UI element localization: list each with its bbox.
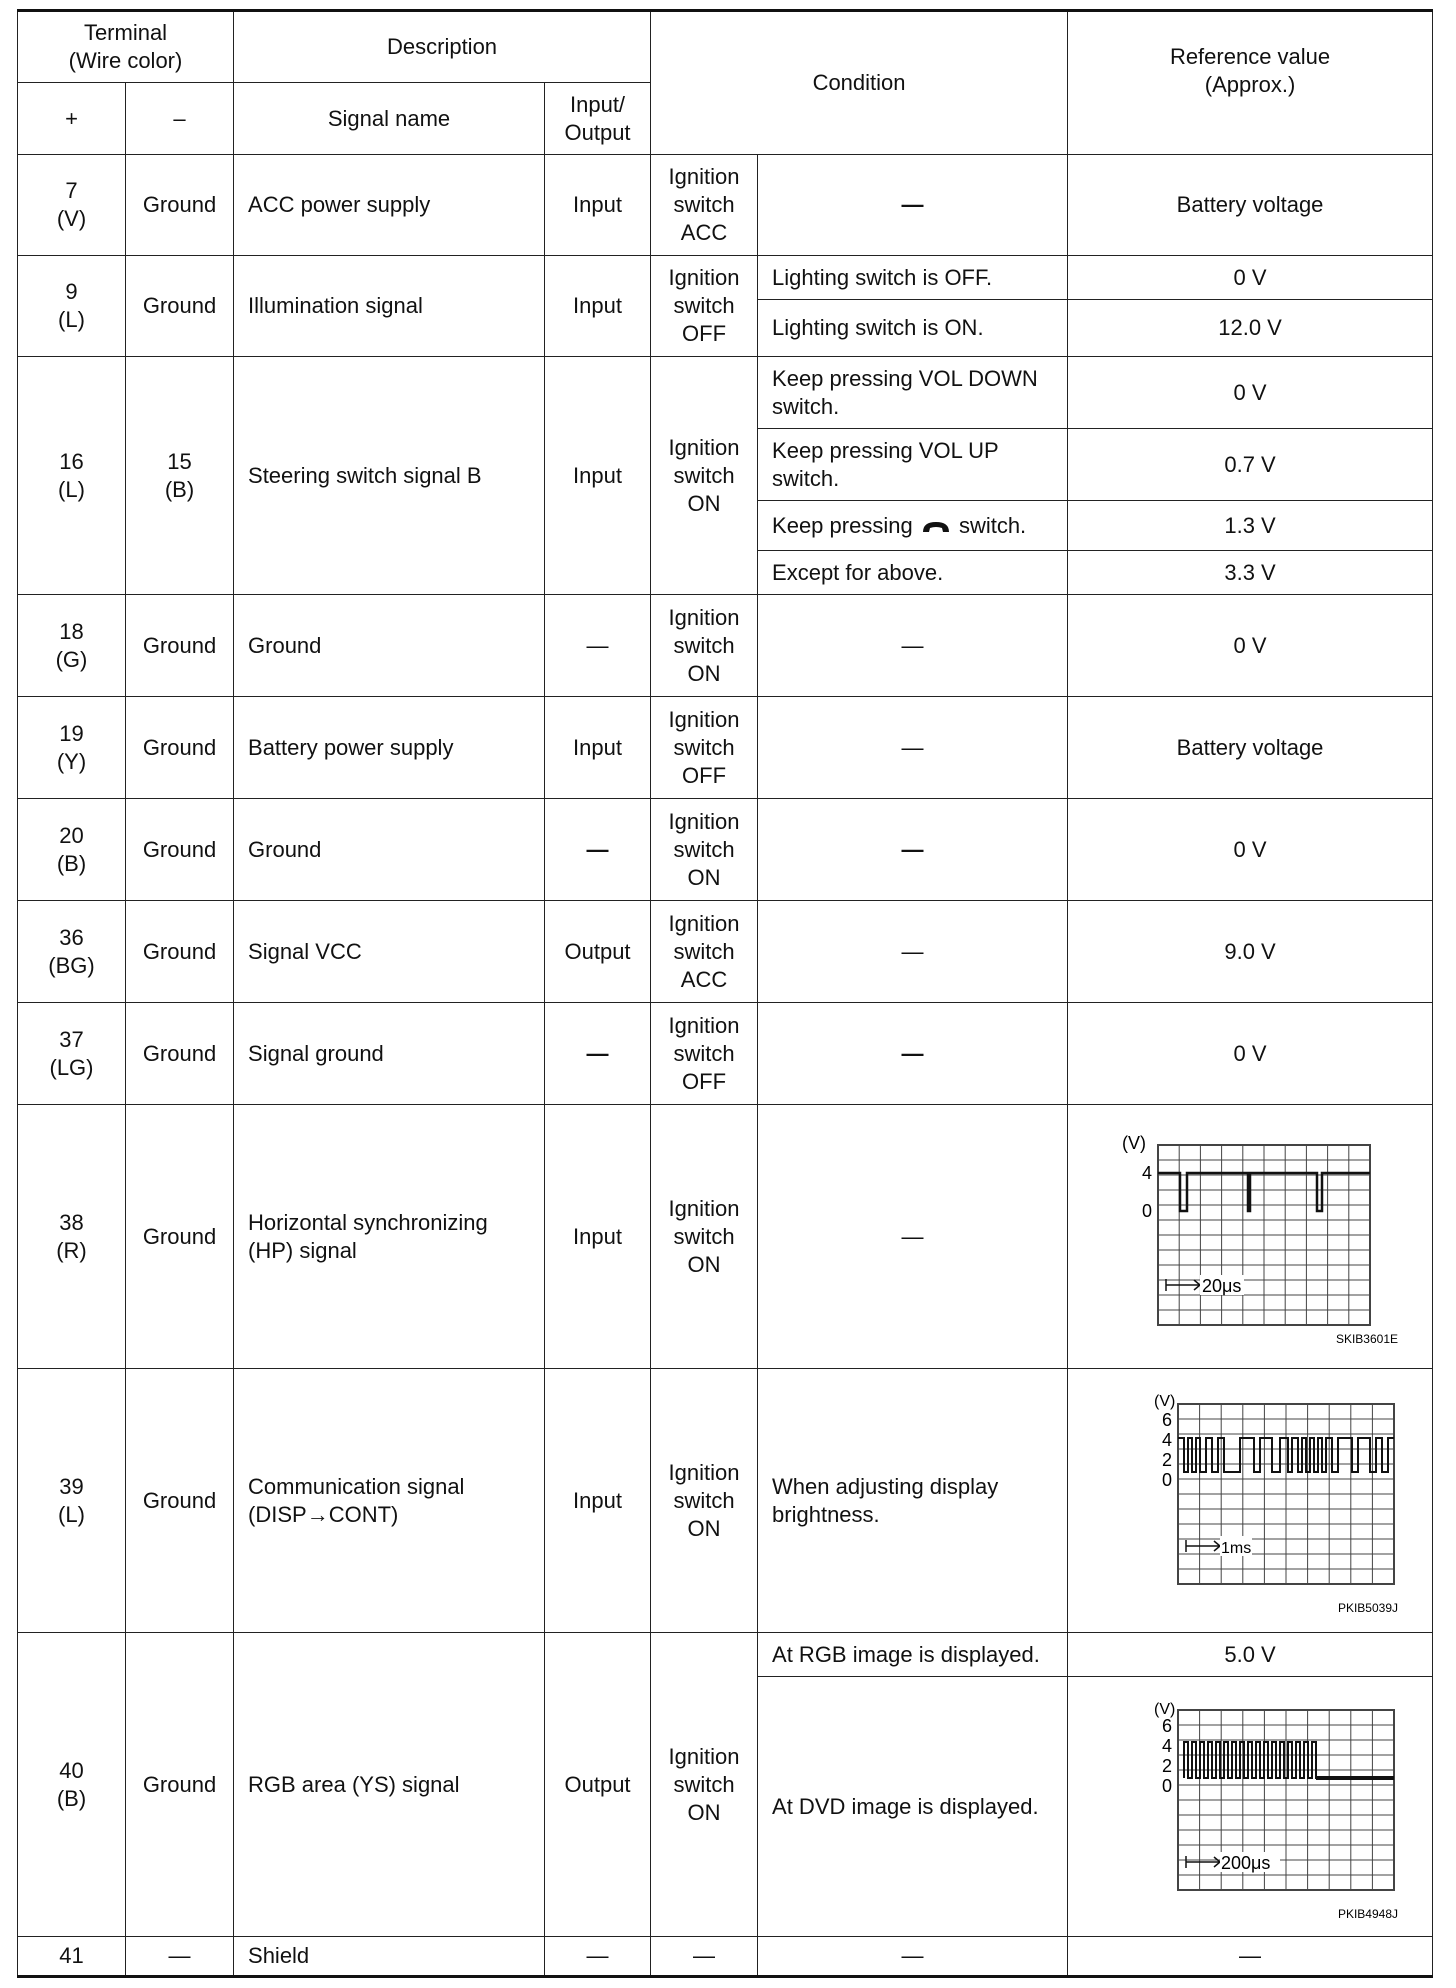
y-tick-0: 0 (1142, 1200, 1153, 1221)
y-tick-4: 4 (1162, 1735, 1173, 1756)
table-row: 38 (R) Ground Horizontal synchronizing (HP) signal Input Ignition switch ON — (V) 4 0 20μs SKIB3601E (18, 1105, 1433, 1369)
y-tick-0: 0 (1162, 1775, 1173, 1796)
phone-handset-icon (921, 520, 951, 534)
y-tick-2: 2 (1162, 1449, 1173, 1470)
svg-text:20μs: 20μs (1202, 1275, 1242, 1296)
rgb-area-signal-waveform (1100, 1692, 1400, 1922)
waveform-cell-39 (1068, 1369, 1433, 1633)
y-unit-label: (V) (1154, 1392, 1176, 1410)
y-tick-4: 4 (1162, 1429, 1173, 1450)
grid (1178, 1404, 1394, 1584)
table-row: 19 (Y) Ground Battery power supply Input Ignition switch OFF — Battery voltage (18, 697, 1433, 799)
io-header: Input/ Output (545, 83, 651, 155)
grid (1178, 1710, 1394, 1890)
table-row: 41 — Shield — — — — (18, 1937, 1433, 1977)
waveform-cell-38 (1068, 1105, 1433, 1369)
y-tick-6: 6 (1162, 1409, 1173, 1430)
table-row: 40 (B) Ground RGB area (YS) signal Output Ignition switch ON At RGB image is displayed. 5.0 V (18, 1633, 1433, 1677)
minus-header: – (126, 83, 234, 155)
table-row: 16 (L) 15 (B) Steering switch signal B Input Ignition switch ON Keep pressing VOL DOWN switch. 0 V (18, 357, 1433, 429)
svg-text:200μs: 200μs (1221, 1852, 1271, 1873)
y-tick-6: 6 (1162, 1715, 1173, 1736)
table-row: 20 (B) Ground Ground — Ignition switch ON — 0 V (18, 799, 1433, 901)
signal-name-header: Signal name (234, 83, 545, 155)
waveform-cell-40 (1068, 1677, 1433, 1937)
y-tick-2: 2 (1162, 1755, 1173, 1776)
description-header: Description (234, 11, 651, 83)
plus-header: + (18, 83, 126, 155)
table-row: 18 (G) Ground Ground — Ignition switch ON — 0 V (18, 595, 1433, 697)
reference-header: Reference value (Approx.) (1068, 11, 1433, 155)
table-row: 36 (BG) Ground Signal VCC Output Ignition switch ACC — 9.0 V (18, 901, 1433, 1003)
condition-header: Condition (651, 11, 1068, 155)
figure-id: PKIB5039J (1338, 1600, 1399, 1615)
y-unit-label: (V) (1122, 1132, 1147, 1153)
figure-id: SKIB3601E (1336, 1331, 1399, 1346)
hp-signal-waveform (1100, 1127, 1400, 1347)
table-row: 37 (LG) Ground Signal ground — Ignition switch OFF — 0 V (18, 1003, 1433, 1105)
y-unit-label: (V) (1154, 1700, 1176, 1718)
y-tick-4: 4 (1142, 1162, 1153, 1183)
rgb-area-signal-trace (1184, 1742, 1394, 1778)
table-row: 39 (L) Ground Communication signal (DISP→CONT) Input Ignition switch ON When adjusting display brightness. (V) 6 4 2 0 1ms PKIB5039J (18, 1369, 1433, 1633)
figure-id: PKIB4948J (1338, 1906, 1399, 1921)
table-row: 9 (L) Ground Illumination signal Input Ignition switch OFF Lighting switch is OFF. 0 V (18, 256, 1433, 300)
terminal-reference-table: Terminal (Wire color) Description Condition Reference value (Approx.) + – Signal name Input/ Output 7 (V) Ground ACC power supply Input Ignition switch ACC — Battery voltage 9 (L) Ground Illumination signal Input Ignition switch OFF Lighting switch is OFF. 0 V Lighting switch is ON. 12.0 V 16 (L) 15 (B) Steering switch signal B Input Ignition switch ON Keep pressing VOL DOWN switch. 0 V Keep pressing VOL UP switch. 0.7 V Keep pressing switch. 1.3 V Except for above. 3.3 V 18 (G) Ground Ground — Ignition switch ON — 0 V 19 (Y) Ground Battery power supply Input Ignition switch OFF — Battery voltage 20 (B) Ground Ground — Ignition switch ON — 0 V 36 (BG) Ground Signal VCC Output Ignition switch ACC — 9.0 V 37 (LG) Ground Signal ground — Ignition switch OFF — 0 V 38 (R) Ground Horizontal synchronizing (HP) signal Input Ignition switch ON — (V) 4 0 20μs SKIB3601E 39 (L) Ground Communication signal (DISP→CONT) Input Ignition switch ON When adjusting display brightness. (V) 6 4 2 0 1ms PKIB5039J 40 (B) Ground RGB area (YS) signal Output Ignition switch ON At RGB image is displayed. 5.0 V At DVD image is displayed. (V) 6 4 2 0 200μs PKIB4948J 41 — Shield — — — — (17, 9, 1433, 1978)
y-tick-0: 0 (1162, 1469, 1173, 1490)
table-row: 7 (V) Ground ACC power supply Input Ignition switch ACC — Battery voltage (18, 155, 1433, 256)
time-scale-marker (1166, 1275, 1244, 1296)
svg-text:1ms: 1ms (1221, 1539, 1252, 1557)
terminal-header: Terminal (Wire color) (18, 11, 234, 83)
communication-signal-waveform (1100, 1386, 1400, 1616)
